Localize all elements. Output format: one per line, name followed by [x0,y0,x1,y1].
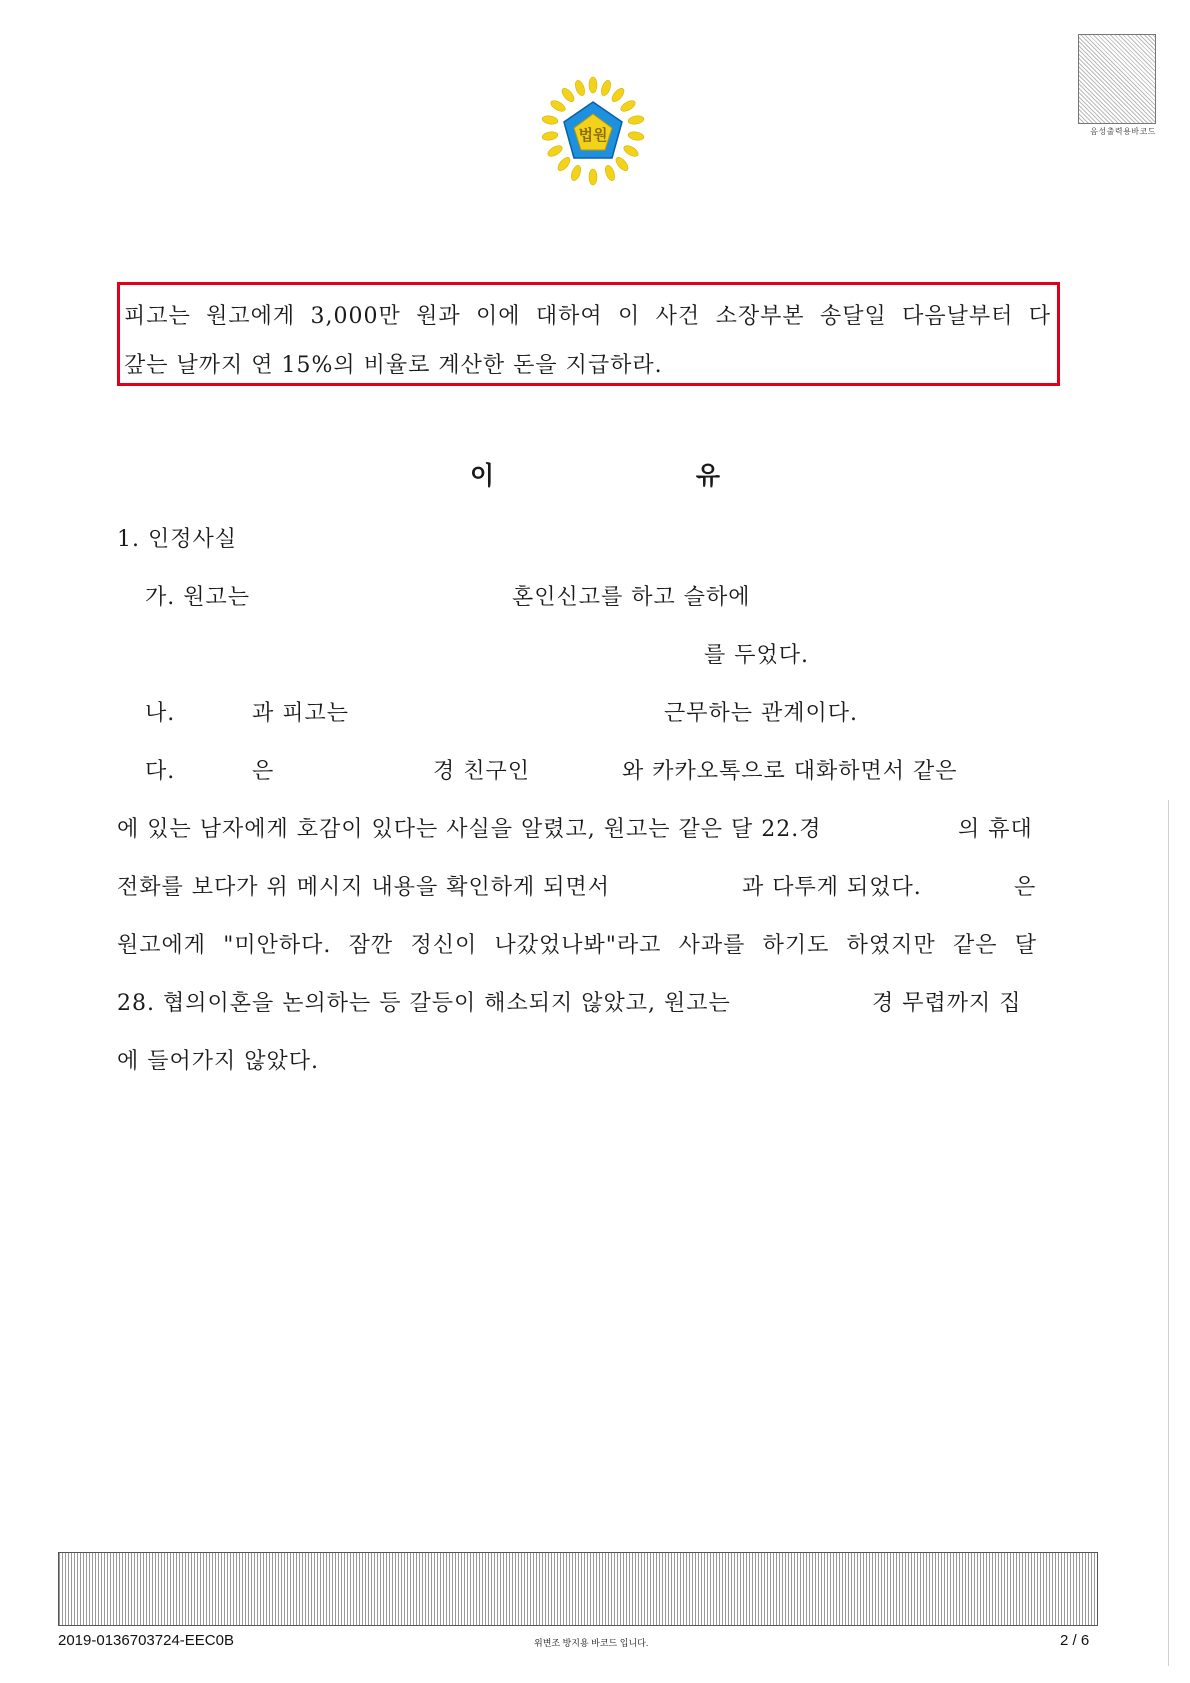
para-na-end: 근무하는 관계이다. [664,701,859,726]
para-na-label: 나. [145,701,176,726]
anti-forgery-barcode [58,1552,1098,1626]
barcode-caption: 음성출력용바코드 [1090,127,1156,136]
para-line-8a: 28. 협의이혼을 논의하는 등 갈등이 해소되지 않았고, 원고는 [117,991,731,1016]
para-ga-mid: 혼인신고를 하고 슬하에 [512,585,751,610]
document-id: 2019-0136703724-EEC0B [58,1632,234,1649]
para-line-7: 원고에게 "미안하다. 잠깐 정신이 나갔었나봐"라고 사과를 하기도 하였지만 같은 달 [117,933,1037,958]
para-line-5a: 에 있는 남자에게 호감이 있다는 사실을 알렸고, 원고는 같은 달 22.경 [117,817,822,842]
barcode-note: 위변조 방지용 바코드 입니다. [534,1638,649,1648]
margin-rule [1168,800,1169,1666]
para-na-mid: 과 피고는 [252,701,350,726]
audio-barcode [1078,34,1156,136]
heading-char-right: 유 [695,461,720,490]
para-line-9: 에 들어가지 않았다. [117,1049,319,1074]
para-line-8b: 경 무렵까지 집 [872,991,1022,1016]
section-title: 1. 인정사실 [117,527,237,552]
page-number: 2 / 6 [1060,1632,1090,1649]
heading-char-left: 이 [470,461,495,490]
order-highlight-box [117,282,1060,386]
court-emblem-icon [528,76,658,186]
para-line-6b: 과 다투게 되었다. [742,875,922,900]
order-line-2: 갚는 날까지 연 15%의 비율로 계산한 돈을 지급하라. [124,353,663,378]
para-line-6c: 은 [1014,875,1037,900]
para-da-time: 경 친구인 [433,759,531,784]
para-line-6a: 전화를 보다가 위 메시지 내용을 확인하게 되면서 [117,875,611,900]
svg-text:법원: 법원 [578,126,608,144]
section-heading [470,456,720,492]
para-da-label: 다. [145,759,176,784]
para-ga-end: 를 두었다. [704,643,809,668]
para-da-end: 와 카카오톡으로 대화하면서 같은 [622,759,958,784]
para-ga-start: 가. 원고는 [145,585,250,610]
para-da-subject: 은 [252,759,275,784]
para-line-5b: 의 휴대 [958,817,1033,842]
qr-code-icon [1078,34,1156,124]
order-line-1: 피고는 원고에게 3,000만 원과 이에 대하여 이 사건 소장부본 송달일 다음날부터 다 [124,304,1051,329]
